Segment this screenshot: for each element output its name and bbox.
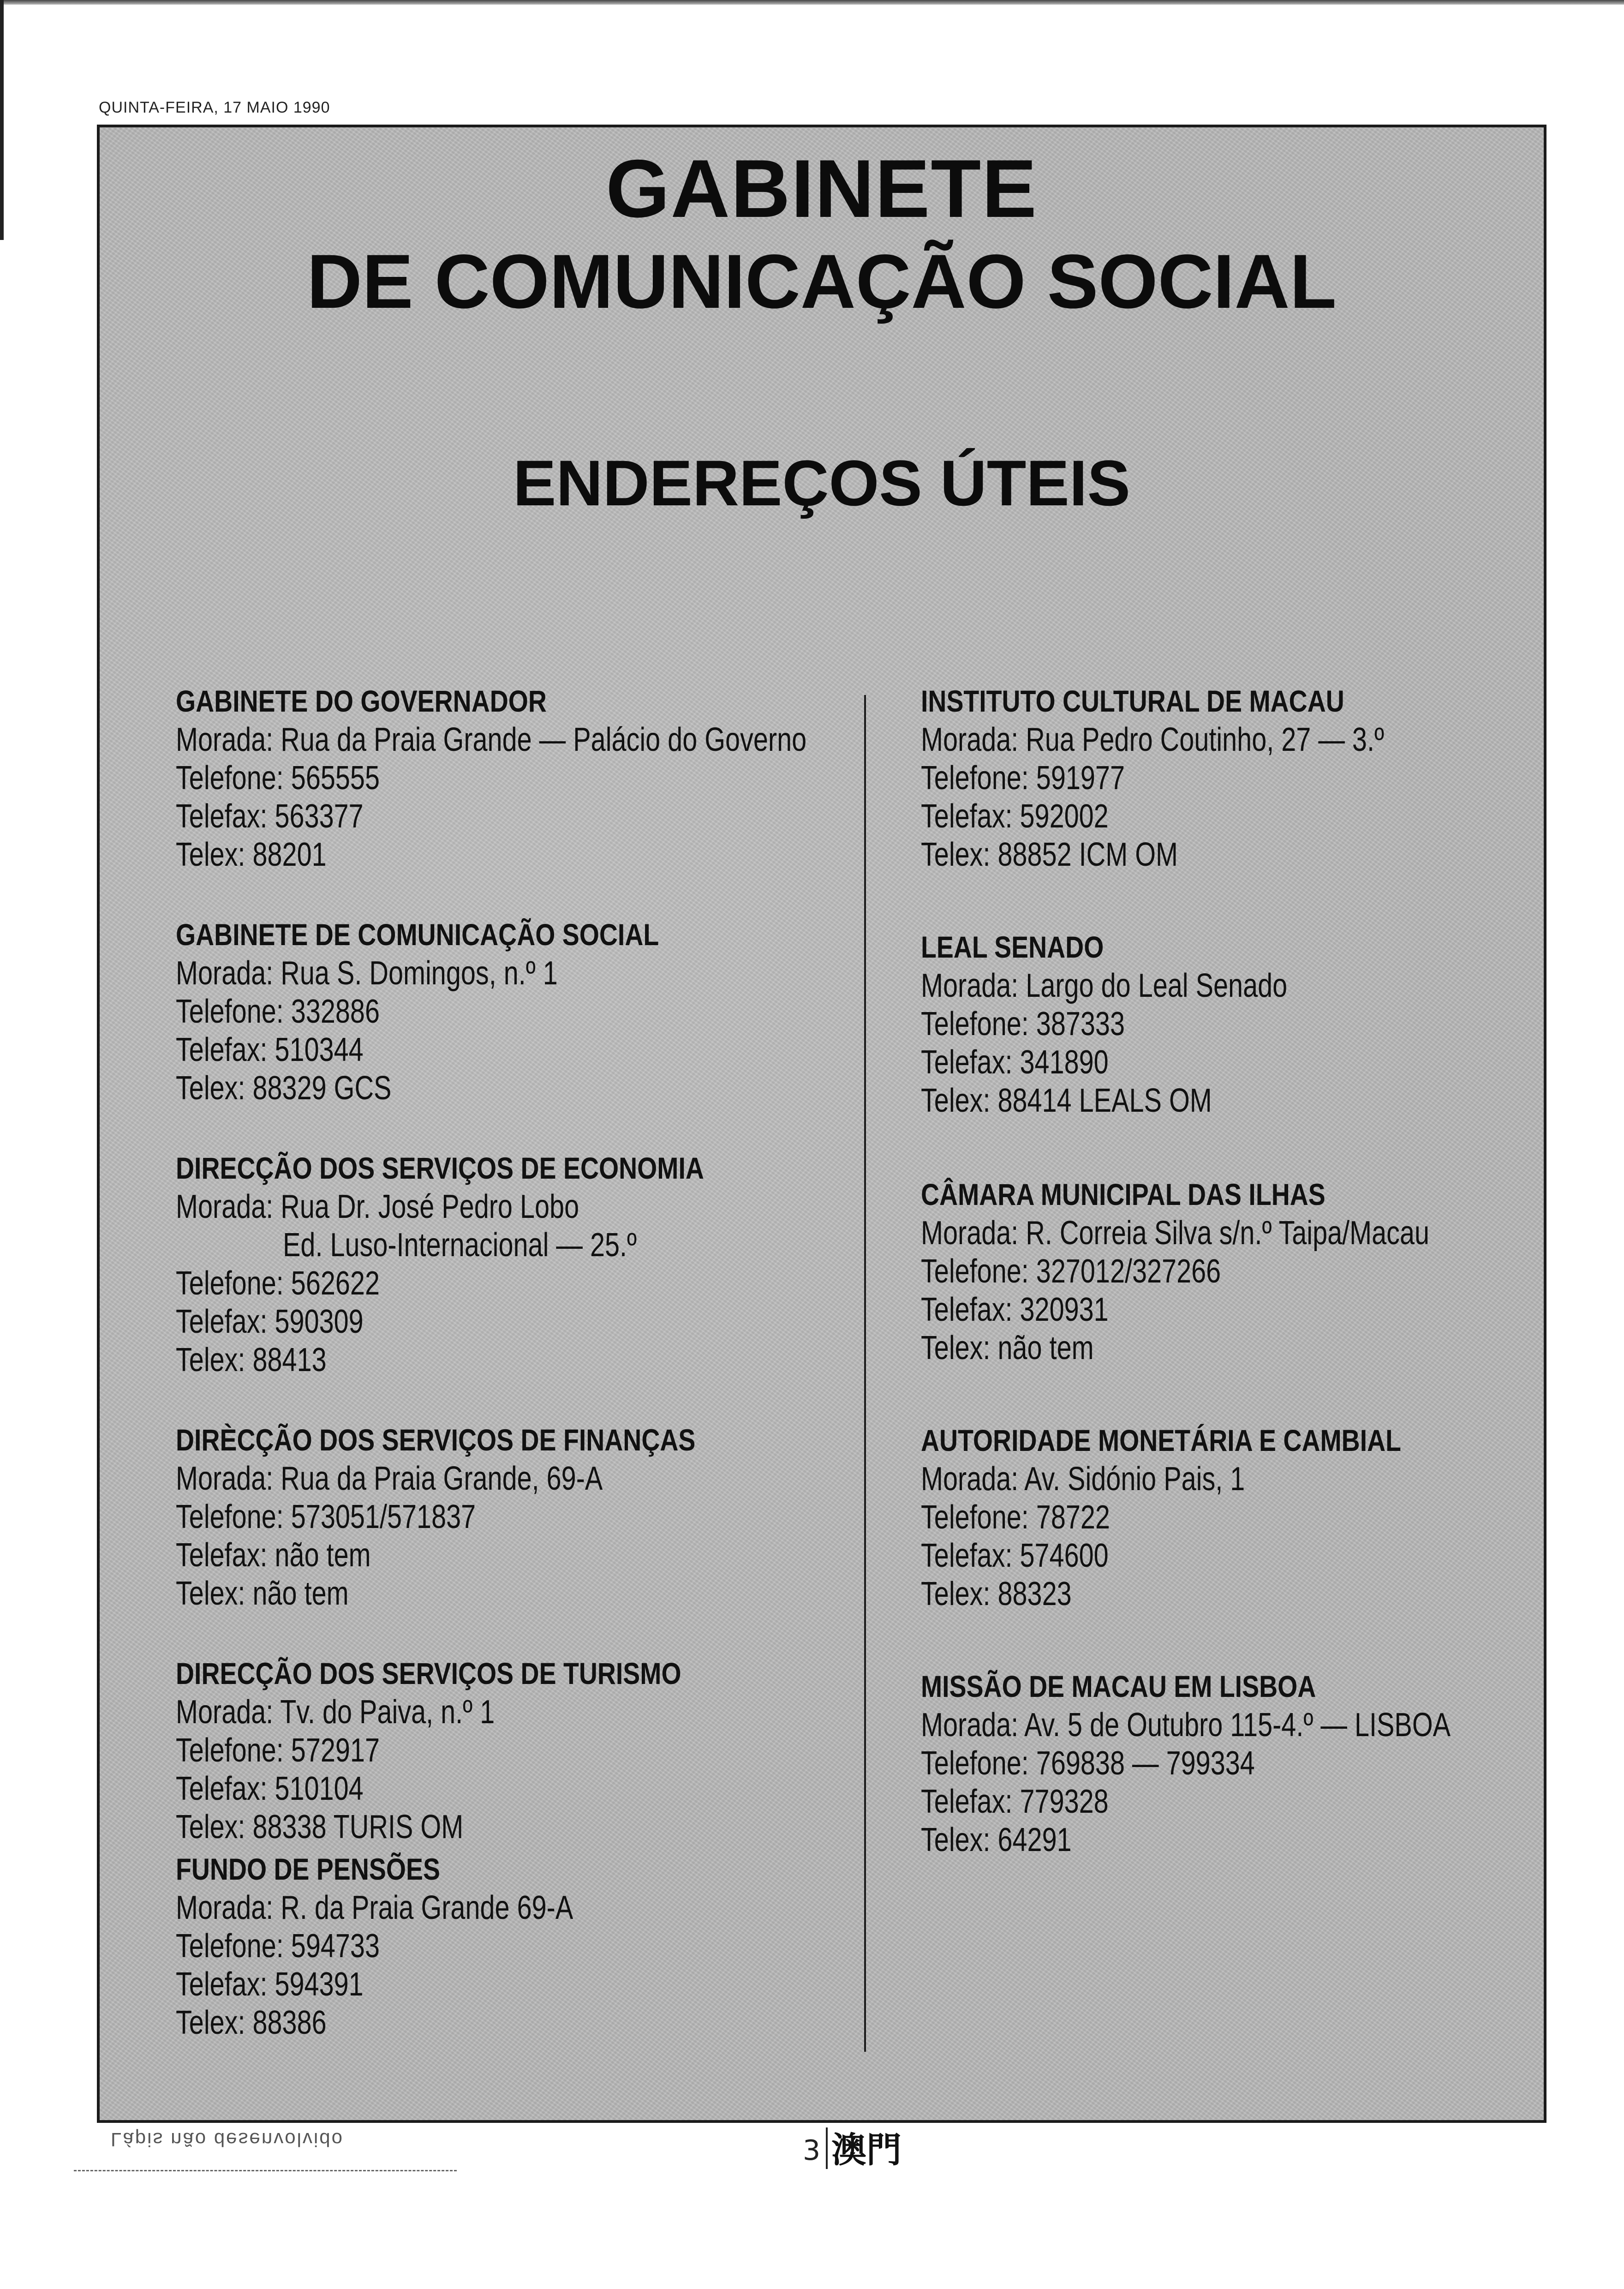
entry-name: AUTORIDADE MONETÁRIA E CAMBIAL [921,1423,1402,1457]
entry [176,1420,849,1613]
column-divider [864,695,866,2052]
left-column [176,681,849,2042]
entry-name: CÂMARA MUNICIPAL DAS ILHAS [921,1177,1325,1211]
entry-name: FUNDO DE PENSÕES [176,1852,440,1886]
entry-phone: Telefone: 387333 [921,1006,1125,1043]
entry-fax: Telefax: 341890 [921,1044,1109,1081]
svg-text:澳門: 澳門 [831,2129,902,2170]
entry-address: Morada: Largo do Leal Senado [921,967,1288,1004]
entry-phone: Telefone: 327012/327266 [921,1253,1221,1290]
entry-phone: Telefone: 562622 [176,1265,380,1302]
entry-name: INSTITUTO CULTURAL DE MACAU [921,684,1344,718]
entry [176,1148,849,1379]
entry-name: LEAL SENADO [921,930,1104,964]
entry-fax: Telefax: 594391 [176,1966,364,2003]
entry-telex: Telex: 88852 ICM OM [921,836,1178,873]
entry-address: Morada: Rua da Praia Grande — Palácio do Governo [176,721,807,758]
entry-fax: Telefax: não tem [176,1537,371,1574]
entry-fax: Telefax: 563377 [176,798,364,835]
entry [176,1849,849,2042]
entry-phone: Telefone: 78722 [921,1499,1110,1536]
entry [921,1174,1521,1367]
entry-telex: Telex: não tem [921,1330,1094,1366]
entry-address: Morada: Av. 5 de Outubro 115-4.º — LISBOA [921,1707,1451,1744]
entry-phone: Telefone: 573051/571837 [176,1498,476,1535]
top-border [0,0,1624,5]
entry-name: GABINETE DO GOVERNADOR [176,684,547,718]
entry-fax: Telefax: 592002 [921,798,1109,835]
entry-phone: Telefone: 594733 [176,1928,380,1965]
entry-address-2: Ed. Luso-Internacional — 25.º [283,1227,637,1264]
date-line: QUINTA-FEIRA, 17 MAIO 1990 [99,99,330,116]
entry-address: Morada: Rua Pedro Coutinho, 27 — 3.º [921,721,1385,758]
entry-fax: Telefax: 320931 [921,1291,1109,1328]
entry-fax: Telefax: 574600 [921,1537,1109,1574]
entry [176,915,849,1108]
entry-phone: Telefone: 572917 [176,1732,380,1769]
subtitle: ENDEREÇOS ÚTEIS [513,447,1130,519]
entry-fax: Telefax: 510104 [176,1770,364,1807]
entry-name: DIRÈCÇÃO DOS SERVIÇOS DE FINANÇAS [176,1423,696,1457]
entry-address: Morada: Tv. do Paiva, n.º 1 [176,1694,495,1731]
entry-name: GABINETE DE COMUNICAÇÃO SOCIAL [176,917,659,952]
entry [176,681,849,874]
entry-telex: Telex: 88413 [176,1342,327,1378]
entry-address: Morada: Av. Sidónio Pais, 1 [921,1461,1245,1498]
entry-telex: Telex: 88338 TURIS OM [176,1809,464,1846]
newspaper-logo-icon [803,2123,909,2174]
entry-fax: Telefax: 510344 [176,1031,364,1068]
entry-address: Morada: Rua S. Domingos, n.º 1 [176,955,558,992]
title-line-1: GABINETE [606,143,1038,234]
entry-telex: Telex: 88386 [176,2004,327,2041]
entry-name: DIRECÇÃO DOS SERVIÇOS DE ECONOMIA [176,1151,704,1185]
title-line-2: DE COMUNICAÇÃO SOCIAL [307,239,1337,324]
entry-address: Morada: R. da Praia Grande 69-A [176,1889,573,1926]
entry-address: Morada: Rua Dr. José Pedro Lobo [176,1188,579,1225]
footer-mirrored-text: Lápis não desenvolvido [111,2129,344,2151]
entry-phone: Telefone: 565555 [176,760,380,797]
entry-fax: Telefax: 590309 [176,1303,364,1340]
entry-phone: Telefone: 591977 [921,760,1125,797]
entry [921,1420,1521,1613]
entry-address: Morada: R. Correia Silva s/n.º Taipa/Macau [921,1215,1430,1252]
entry-telex: Telex: não tem [176,1575,349,1612]
entry [921,681,1521,874]
entry [176,1654,849,1846]
right-column [921,681,1521,1859]
svg-text:3: 3 [803,2134,821,2167]
entry-phone: Telefone: 769838 — 799334 [921,1745,1255,1782]
entry-fax: Telefax: 779328 [921,1783,1109,1820]
entry [921,927,1521,1120]
entry-telex: Telex: 64291 [921,1822,1072,1858]
advertisement-panel [97,125,1546,2123]
entry-address: Morada: Rua da Praia Grande, 69-A [176,1460,603,1497]
entry-telex: Telex: 88201 [176,836,327,873]
entry [921,1666,1521,1859]
entry-phone: Telefone: 332886 [176,993,380,1030]
footer-dashed-rule [74,2170,457,2171]
left-rule [0,0,4,240]
entry-name: DIRECÇÃO DOS SERVIÇOS DE TURISMO [176,1656,681,1690]
entry-telex: Telex: 88323 [921,1576,1072,1612]
entry-telex: Telex: 88329 GCS [176,1070,392,1107]
entry-name: MISSÃO DE MACAU EM LISBOA [921,1669,1316,1703]
entry-telex: Telex: 88414 LEALS OM [921,1082,1212,1119]
